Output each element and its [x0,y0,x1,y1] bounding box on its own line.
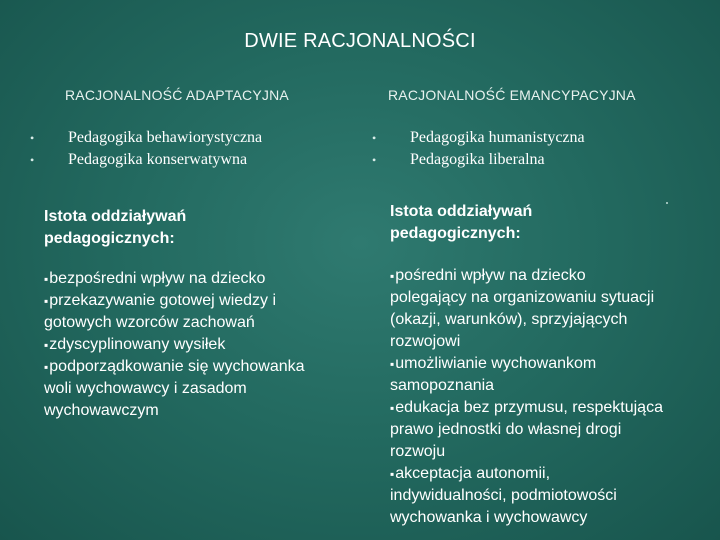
square-bullet-icon: ▪ [44,338,49,352]
detail-item [44,268,319,290]
square-bullet-icon: ▪ [44,294,49,308]
bullet-icon: • [30,131,35,145]
square-bullet-icon: ▪ [390,401,395,415]
detail-item [390,463,665,529]
detail-text: umożliwianie wychowankom samopoznania [390,355,597,394]
square-bullet-icon: ▪ [44,272,49,286]
square-bullet-icon: ▪ [390,269,395,283]
bullet-item [370,149,585,171]
square-bullet-icon: ▪ [390,467,395,481]
detail-item [390,265,665,353]
detail-text: edukacja bez przymusu, respektująca prawo jednostki do własnej drogi rozwoju [390,399,663,460]
detail-text: podporządkowanie się wychowanka woli wychowawcy i zasadom wychowawczym [44,358,305,419]
detail-text: przekazywanie gotowej wiedzy i gotowych wzorców zachowań [44,292,277,331]
bullet-text: Pedagogika humanistyczna [410,129,585,146]
decorative-speck [666,202,668,204]
detail-item [390,353,665,397]
detail-text: zdyscyplinowany wysiłek [49,336,226,353]
square-bullet-icon: ▪ [390,357,395,371]
bullet-item [28,127,262,149]
bullet-text: Pedagogika konserwatywna [68,151,248,168]
bullet-icon: • [372,131,377,145]
bullet-item [370,127,585,149]
bullet-icon: • [372,153,377,167]
detail-text: pośredni wpływ na dziecko polegający na organizowaniu sytuacji (okazji, warunków), sprzyjających rozwojowi [390,267,655,350]
right-istota-heading: Istota oddziaływań pedagogicznych: [390,203,533,242]
bullet-icon: • [30,153,35,167]
left-column-heading: RACJONALNOŚĆ ADAPTACYJNA [65,87,289,103]
left-detail-list [44,268,319,422]
detail-item [44,334,319,356]
bullet-item [28,149,262,171]
bullet-text: Pedagogika liberalna [410,151,545,168]
detail-item [44,290,319,334]
right-bullet-list [370,127,585,171]
right-detail-list [390,265,665,529]
left-istota-heading: Istota oddziaływań pedagogicznych: [44,208,187,247]
detail-text: bezpośredni wpływ na dziecko [49,270,266,287]
detail-text: akceptacja autonomii, indywidualności, podmiotowości wychowanka i wychowawcy [390,465,617,526]
square-bullet-icon: ▪ [44,360,49,374]
bullet-text: Pedagogika behawiorystyczna [68,129,263,146]
right-column-heading: RACJONALNOŚĆ EMANCYPACYJNA [388,87,636,103]
left-bullet-list [28,127,262,171]
slide-title: DWIE RACJONALNOŚCI [244,30,476,52]
detail-item [44,356,319,422]
detail-item [390,397,665,463]
